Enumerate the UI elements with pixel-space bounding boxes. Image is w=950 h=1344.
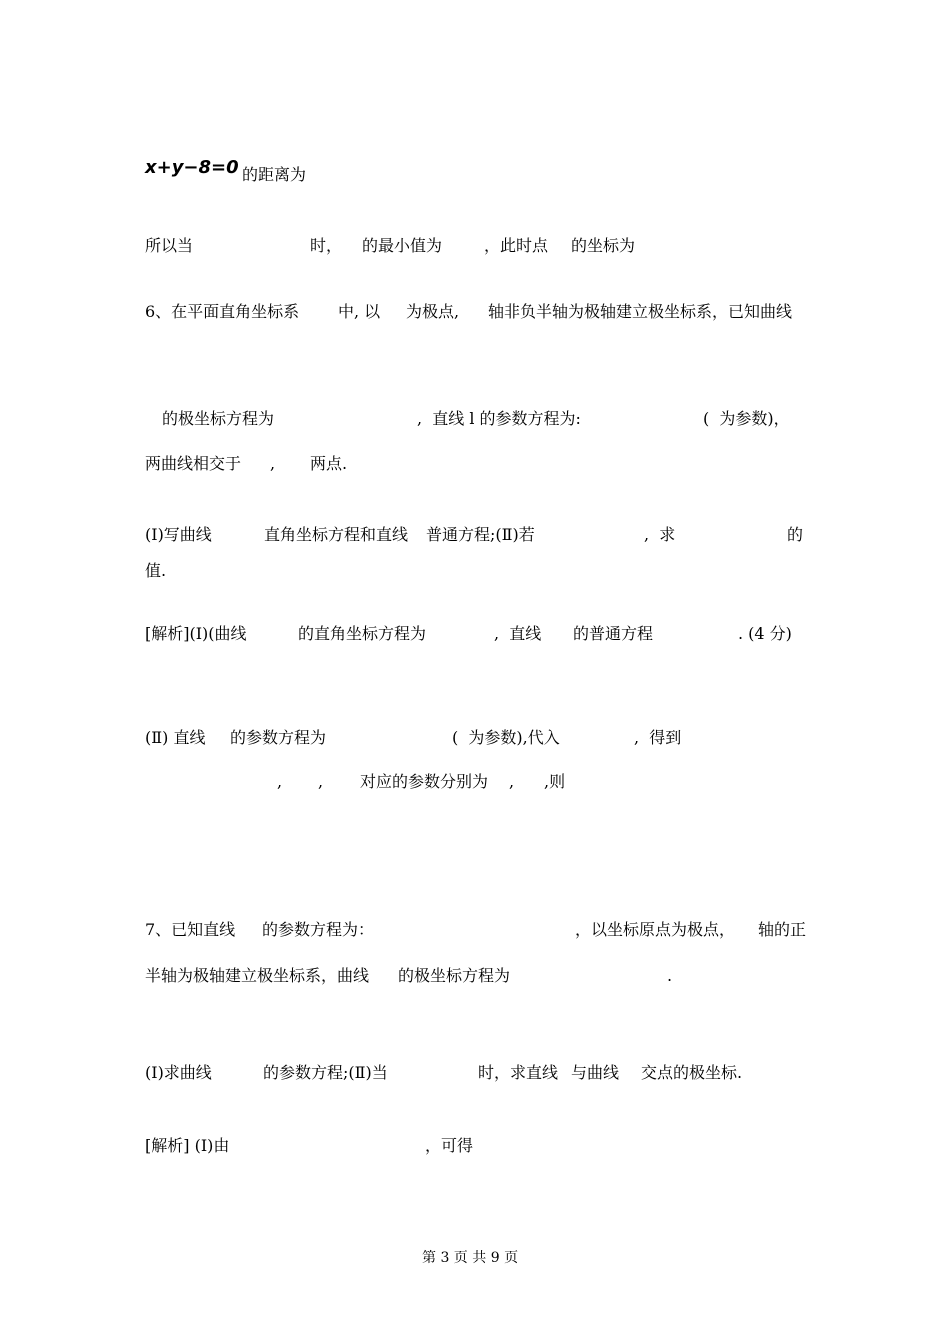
solution-label: [解析] (Ⅰ)由 <box>145 1136 230 1155</box>
text: ，以坐标原点为极点， <box>575 920 736 939</box>
text: 直角坐标方程和直线 <box>264 525 409 544</box>
text: (Ⅰ)写曲线 <box>145 525 212 544</box>
question-7-text: 7、已知直线 <box>145 920 236 939</box>
solution-label: [解析](Ⅰ)(曲线 <box>145 624 247 643</box>
text: 的参数方程;(Ⅱ)当 <box>263 1063 388 1082</box>
text: 的直角坐标方程为 <box>298 624 427 643</box>
text: 普通方程;(Ⅱ)若 <box>426 525 535 544</box>
text: , <box>318 772 324 791</box>
text: 的距离为 <box>242 165 307 184</box>
text: 的极坐标方程为 <box>398 966 511 985</box>
text: 对应的参数分别为 <box>360 772 489 791</box>
text: . <box>667 966 673 985</box>
text: , 直线 l 的参数方程为: <box>417 409 581 428</box>
text: 的普通方程 <box>573 624 654 643</box>
text: 半轴为极轴建立极坐标系，曲线 <box>145 966 370 985</box>
text: , <box>277 772 283 791</box>
text: 交点的极坐标. <box>641 1063 743 1082</box>
text: 所以当 <box>145 236 194 255</box>
text: . (4 分) <box>738 624 792 643</box>
text: 的 <box>787 525 804 544</box>
text: , <box>270 454 276 473</box>
question-6-text: 6、在平面直角坐标系 <box>145 302 300 321</box>
text: 的最小值为 <box>362 236 443 255</box>
text: , 得到 <box>634 728 682 747</box>
text: 时， <box>310 236 343 255</box>
text: 的参数方程为： <box>262 920 375 939</box>
text: 的极坐标方程为 <box>162 409 275 428</box>
text: 与曲线 <box>571 1063 620 1082</box>
text: (Ⅰ)求曲线 <box>145 1063 212 1082</box>
text: 两曲线相交于 <box>145 454 242 473</box>
equation-line: x+y−8=0 <box>145 157 239 178</box>
text: 中, 以 <box>338 302 381 321</box>
text: 为极点, <box>406 302 460 321</box>
text: 的坐标为 <box>571 236 636 255</box>
text: ( 为参数),代入 <box>452 728 560 747</box>
text: 的参数方程为 <box>230 728 327 747</box>
text: , 直线 <box>494 624 542 643</box>
text: ,则 <box>544 772 566 791</box>
text: , <box>509 772 515 791</box>
text: 时，求直线 <box>478 1063 559 1082</box>
text: 轴的正 <box>758 920 807 939</box>
text: ，此时点 <box>484 236 549 255</box>
text: (Ⅱ) 直线 <box>145 728 206 747</box>
text: 值. <box>145 561 167 580</box>
text: ，可得 <box>425 1136 474 1155</box>
text: 两点. <box>310 454 348 473</box>
page-footer: 第 3 页 共 9 页 <box>422 1250 519 1266</box>
text: , 求 <box>644 525 676 544</box>
text: 轴非负半轴为极轴建立极坐标系，已知曲线 <box>488 302 793 321</box>
text: ( 为参数)， <box>703 409 790 428</box>
